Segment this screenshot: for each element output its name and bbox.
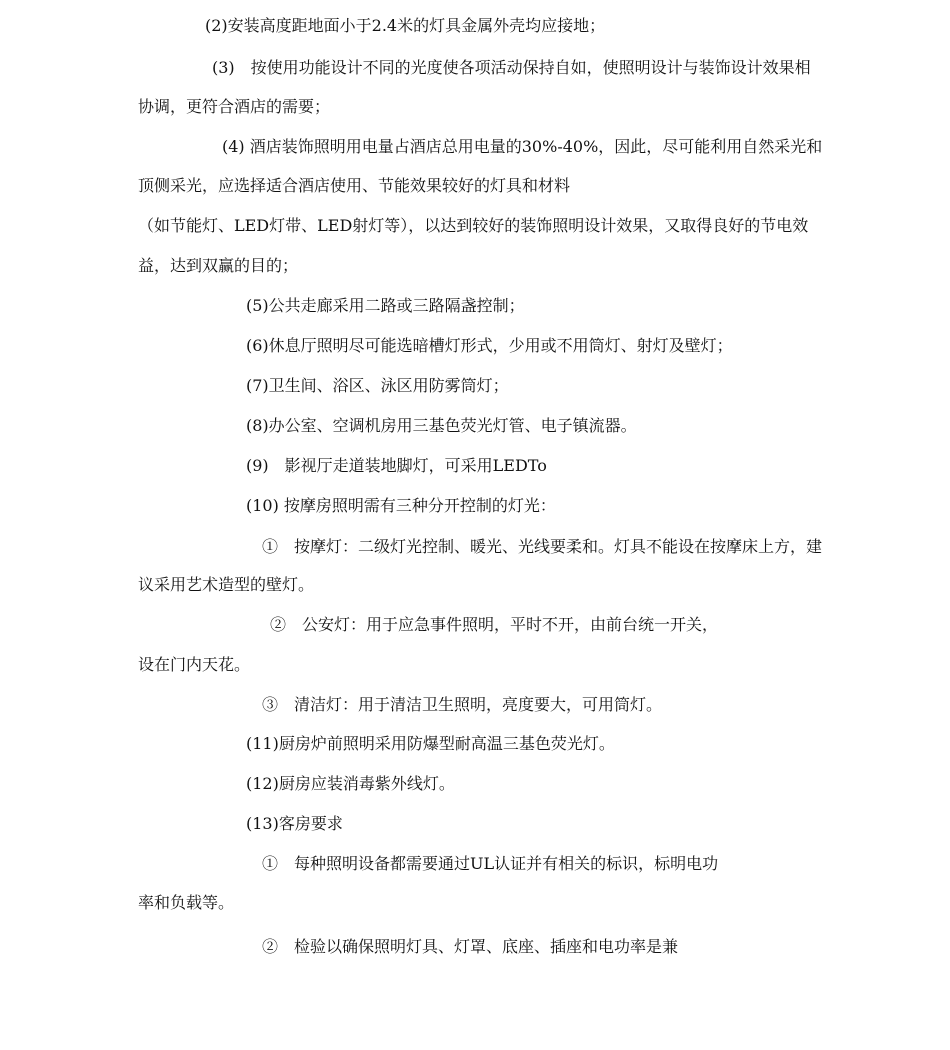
text-line-item-11-kitchen: (11)厨房炉前照明采用防爆型耐高温三基色荧光灯。 <box>246 734 615 753</box>
text-line-item-9-cinema: (9) 影视厅走道装地脚灯，可采用LEDTo <box>246 456 547 475</box>
text-line-ul-certification: ① 每种照明设备都需要通过UL认证并有相关的标识，标明电功 <box>262 854 719 873</box>
text-line-item-6-lounge: (6)休息厅照明尽可能选暗槽灯形式，少用或不用筒灯、射灯及壁灯； <box>246 336 733 355</box>
text-line-item-3-continued: 协调，更符合酒店的需要； <box>138 97 331 116</box>
text-line-item-4-continued-2: （如节能灯、LED灯带、LED射灯等），以达到较好的装饰照明设计效果，又取得良好的节电效 <box>138 216 809 235</box>
text-line-item-10-massage: (10) 按摩房照明需有三种分开控制的灯光： <box>246 496 556 515</box>
text-line-item-4-continued-3: 益，达到双赢的目的； <box>138 256 299 275</box>
text-line-massage-light-continued: 议采用艺术造型的壁灯。 <box>138 575 315 594</box>
text-line-item-12-uv: (12)厨房应装消毒紫外线灯。 <box>246 774 455 793</box>
text-line-item-5-corridor: (5)公共走廊采用二路或三路隔盏控制； <box>246 296 525 315</box>
text-line-ul-certification-continued: 率和负载等。 <box>138 893 235 912</box>
text-line-item-7-bathroom: (7)卫生间、浴区、泳区用防雾筒灯； <box>246 376 509 395</box>
text-line-item-13-guestroom: (13)客房要求 <box>246 814 343 833</box>
text-line-security-light-continued: 设在门内天花。 <box>138 655 251 674</box>
text-line-inspection: ② 检验以确保照明灯具、灯罩、底座、插座和电功率是兼 <box>262 937 679 956</box>
text-line-item-3-function-design: (3) 按使用功能设计不同的光度使各项活动保持自如，使照明设计与装饰设计效果相 <box>212 58 811 77</box>
text-line-item-4-continued-1: 顶侧采光，应选择适合酒店使用、节能效果较好的灯具和材料 <box>138 176 571 195</box>
text-line-item-2-grounding: (2)安装高度距地面小于2.4米的灯具金属外壳均应接地； <box>205 16 606 35</box>
text-line-item-4-power-usage: (4) 酒店装饰照明用电量占酒店总用电量的30%-40%，因此，尽可能利用自然采光和 <box>222 137 823 156</box>
text-line-security-light: ② 公安灯：用于应急事件照明，平时不开，由前台统一开关， <box>270 615 719 634</box>
text-line-cleaning-light: ③ 清洁灯：用于清洁卫生照明，亮度要大，可用筒灯。 <box>262 695 663 714</box>
text-line-item-8-office: (8)办公室、空调机房用三基色荧光灯管、电子镇流器。 <box>246 416 637 435</box>
text-line-massage-light: ① 按摩灯：二级灯光控制、暖光、光线要柔和。灯具不能设在按摩床上方，建 <box>262 537 823 556</box>
